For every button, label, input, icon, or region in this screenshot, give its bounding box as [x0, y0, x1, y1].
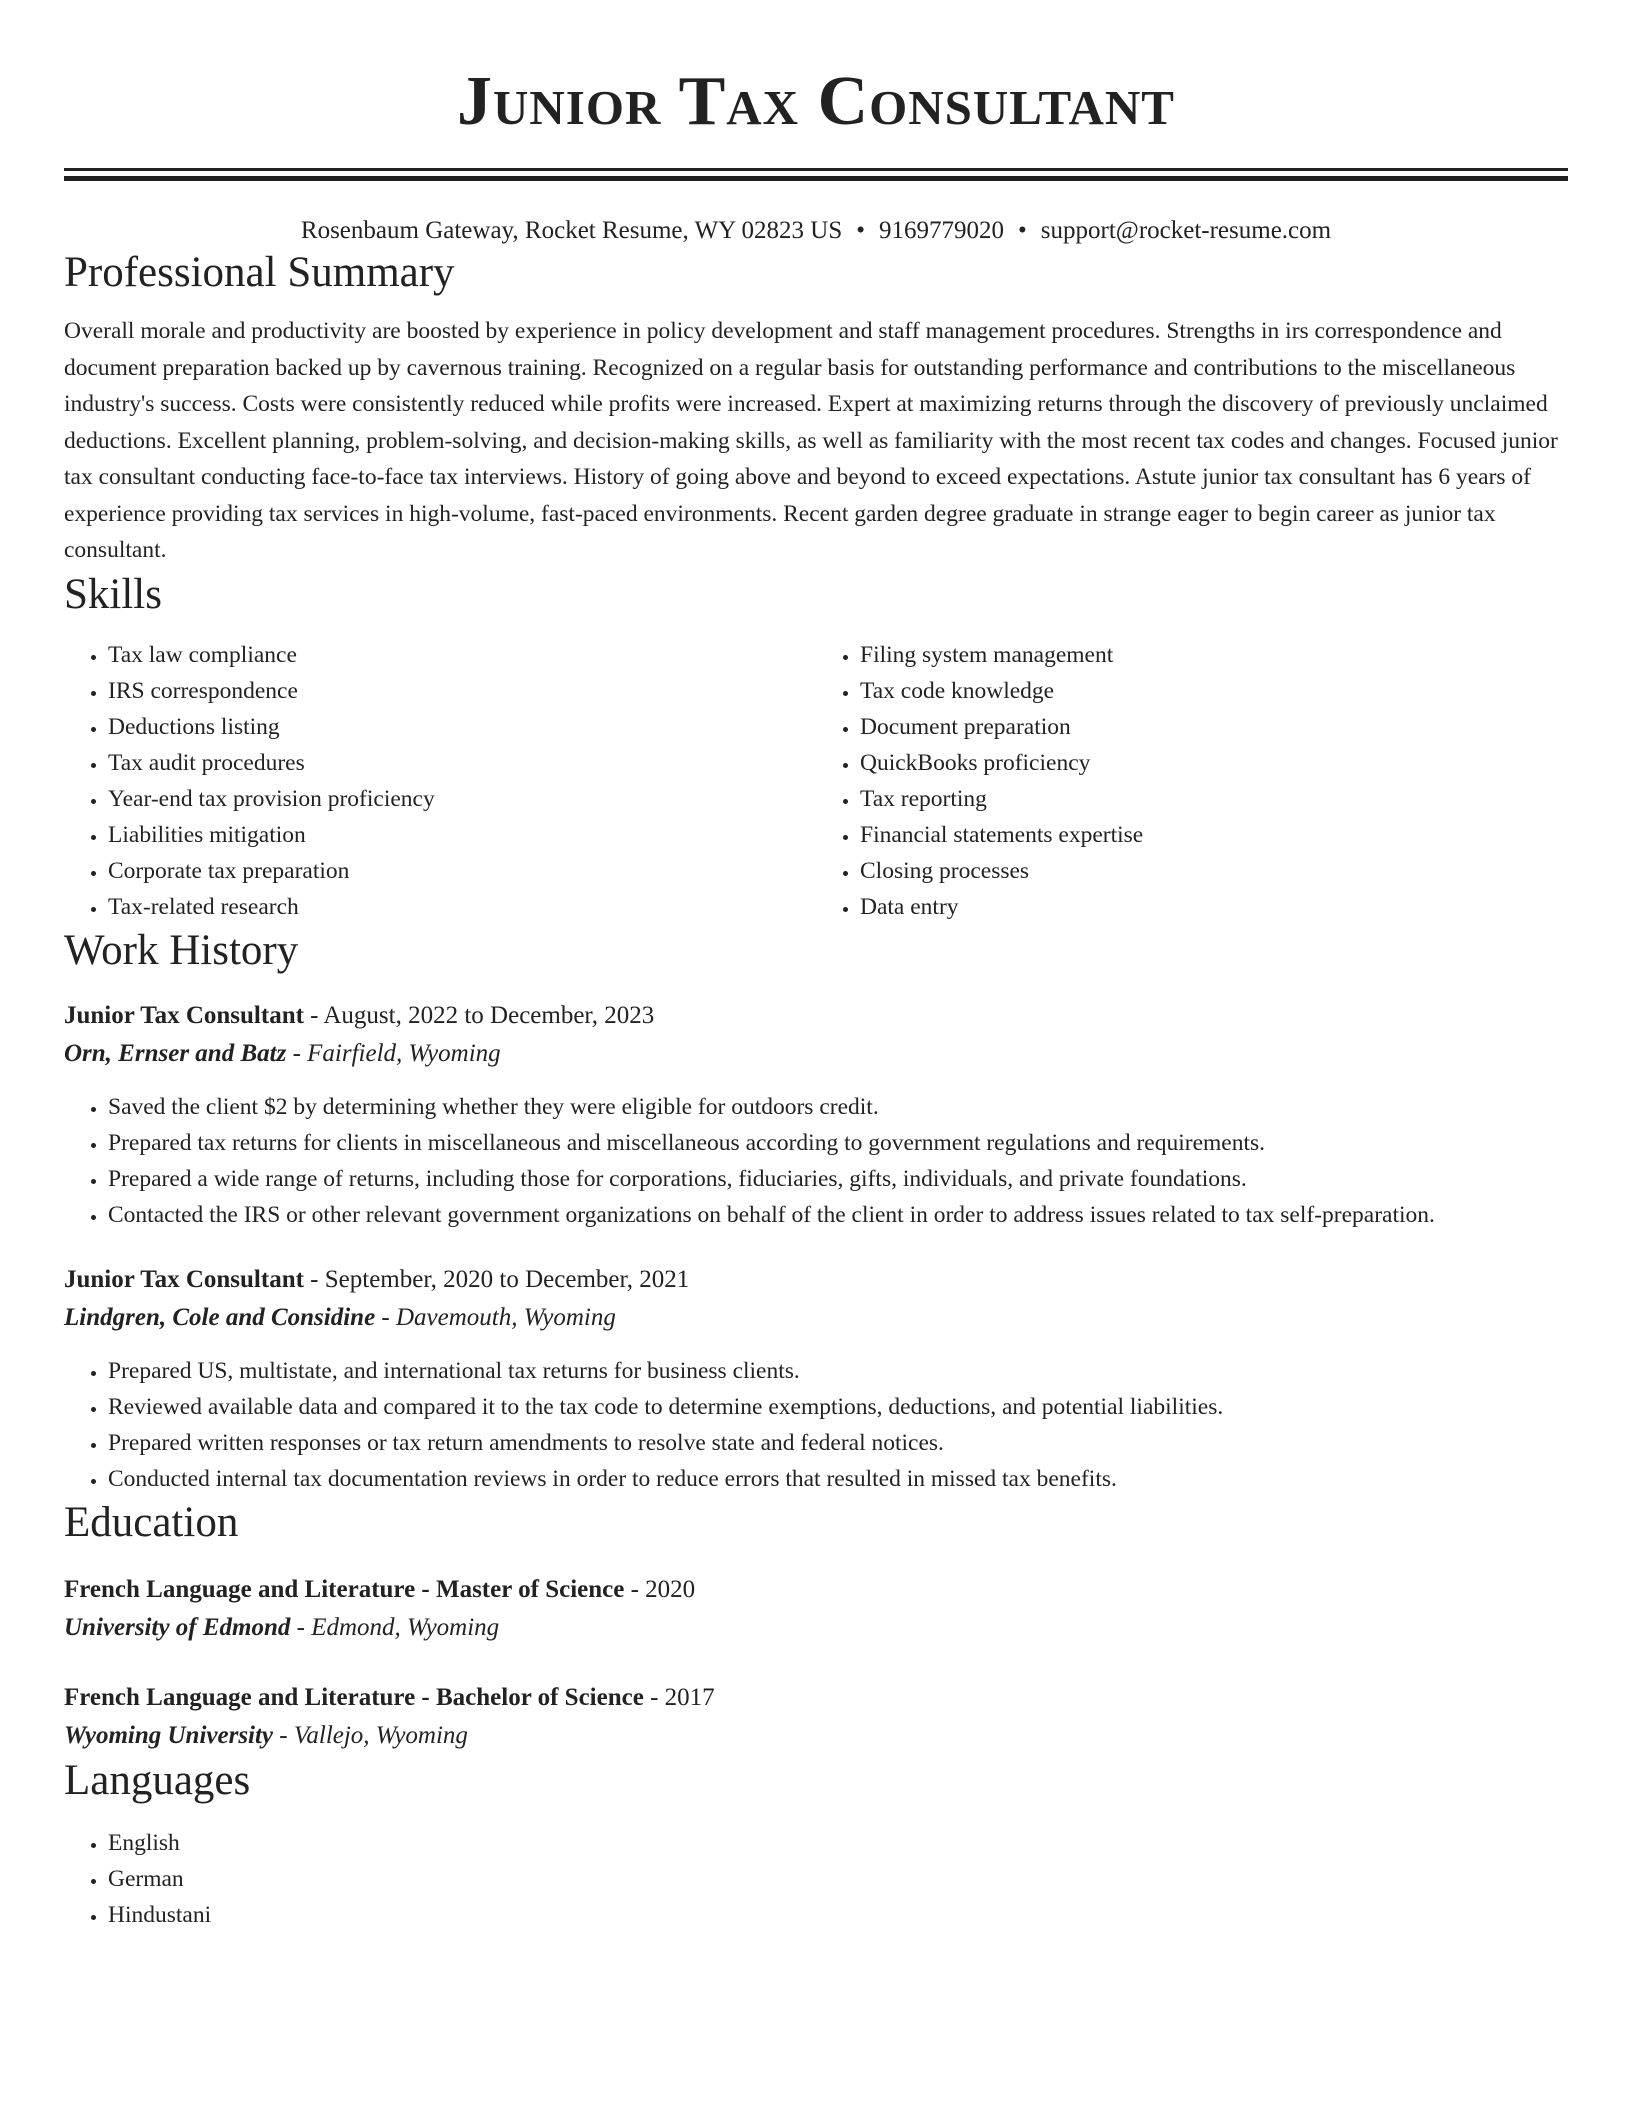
contact-email: support@rocket-resume.com — [1040, 217, 1332, 244]
education-entry — [64, 1679, 1568, 1755]
skill-item: • Tax code knowledge — [860, 673, 1568, 709]
job-location: - Fairfield, Wyoming — [286, 1039, 501, 1067]
job-duty: • Contacted the IRS or other relevant government organizations on behalf of the client in order to address issues related to tax self-preparation. — [108, 1197, 1568, 1233]
skill-item: • Year-end tax provision proficiency — [108, 781, 816, 817]
work-history-heading: Work History — [64, 926, 299, 974]
languages-list — [64, 1825, 1568, 1933]
job-location: - Davemouth, Wyoming — [375, 1303, 616, 1331]
school-line — [64, 1609, 1568, 1647]
job-entry — [64, 997, 1568, 1233]
skill-item: • Tax-related research — [108, 889, 816, 925]
contact-phone: 9169779020 — [879, 217, 1005, 244]
skills-list-left — [64, 637, 816, 925]
job-title-line — [64, 997, 1568, 1035]
summary-heading: Professional Summary — [64, 249, 455, 296]
skill-item: • IRS correspondence — [108, 673, 816, 709]
job-duty: • Prepared written responses or tax return amendments to resolve state and federal notices. — [108, 1425, 1568, 1461]
job-duty: • Saved the client $2 by determining whether they were eligible for outdoors credit. — [108, 1089, 1568, 1125]
job-entry — [64, 1261, 1568, 1497]
job-duty: • Prepared a wide range of returns, including those for corporations, fiduciaries, gifts, individuals, and private foundations. — [108, 1161, 1568, 1197]
resume-title: Junior Tax Consultant — [457, 63, 1175, 140]
language-item: • English — [108, 1825, 1568, 1861]
school-line — [64, 1717, 1568, 1755]
job-duty: • Reviewed available data and compared it to the tax code to determine exemptions, deductions, and potential liabilities. — [108, 1389, 1568, 1425]
skill-item: • Closing processes — [860, 853, 1568, 889]
skill-item: • Tax reporting — [860, 781, 1568, 817]
job-company: Orn, Ernser and Batz — [64, 1039, 287, 1067]
graduation-year: - 2020 — [624, 1575, 696, 1603]
job-title-line — [64, 1261, 1568, 1299]
school-name: Wyoming University — [64, 1721, 274, 1749]
degree-line — [64, 1571, 1568, 1609]
contact-separator: • — [856, 217, 866, 244]
degree: French Language and Literature - Bachelor of Science — [64, 1683, 644, 1711]
job-dates: - August, 2022 to December, 2023 — [303, 1001, 655, 1029]
education-heading: Education — [64, 1498, 239, 1546]
degree: French Language and Literature - Master of Science — [64, 1575, 625, 1603]
job-duty: • Prepared US, multistate, and international tax returns for business clients. — [108, 1353, 1568, 1389]
job-duty: • Conducted internal tax documentation reviews in order to reduce errors that resulted in missed tax benefits. — [108, 1461, 1568, 1497]
degree-line — [64, 1679, 1568, 1717]
skill-item: • Document preparation — [860, 709, 1568, 745]
job-title: Junior Tax Consultant — [64, 1001, 304, 1029]
skill-item: • Financial statements expertise — [860, 817, 1568, 853]
job-company-line — [64, 1299, 1568, 1337]
contact-address: Rosenbaum Gateway, Rocket Resume, WY 02823 US — [300, 217, 843, 244]
skill-item: • Filing system management — [860, 637, 1568, 673]
language-item: • German — [108, 1861, 1568, 1897]
summary-text: Overall morale and productivity are boosted by experience in policy development and staff management procedures. Strengths in irs correspondence and document preparation backed up by cavernous training. Recognized on a regular basis for outstanding performance and contributions to the miscellaneous industry's success. Costs were consistently reduced while profits were increased. Expert at maximizing returns through the discovery of previously unclaimed deductions. Excellent planning, problem-solving, and decision-making skills, as well as familiarity with the most recent tax codes and changes. Focused junior tax consultant conducting face-to-face tax interviews. History of going above and beyond to exceed expectations. Astute junior tax consultant has 6 years of experience providing tax services in high-volume, fast-paced environments. Recent garden degree graduate in strange eager to begin career as junior tax consultant. — [64, 318, 1558, 563]
skills-columns — [64, 637, 1568, 925]
skill-item: • Data entry — [860, 889, 1568, 925]
skills-heading: Skills — [64, 570, 162, 618]
job-duty: • Prepared tax returns for clients in miscellaneous and miscellaneous according to government regulations and requirements. — [108, 1125, 1568, 1161]
school-location: - Vallejo, Wyoming — [273, 1721, 468, 1749]
skill-item: • Deductions listing — [108, 709, 816, 745]
skill-item: • QuickBooks proficiency — [860, 745, 1568, 781]
job-dates: - September, 2020 to December, 2021 — [303, 1265, 690, 1293]
skill-item: • Tax law compliance — [108, 637, 816, 673]
graduation-year: - 2017 — [643, 1683, 715, 1711]
languages-heading: Languages — [64, 1756, 251, 1804]
skill-item: • Tax audit procedures — [108, 745, 816, 781]
contact-separator: • — [1018, 217, 1027, 244]
title-double-rule — [64, 168, 1568, 181]
job-company-line — [64, 1035, 1568, 1073]
school-name: University of Edmond — [64, 1613, 291, 1641]
school-location: - Edmond, Wyoming — [290, 1613, 500, 1641]
contact-line — [64, 215, 1568, 247]
skills-list-right — [816, 637, 1568, 925]
job-title: Junior Tax Consultant — [64, 1265, 304, 1293]
job-company: Lindgren, Cole and Considine — [64, 1303, 376, 1331]
skill-item: • Corporate tax preparation — [108, 853, 816, 889]
job-duties-list — [64, 1089, 1568, 1233]
job-duties-list — [64, 1353, 1568, 1497]
skill-item: • Liabilities mitigation — [108, 817, 816, 853]
education-entry — [64, 1571, 1568, 1647]
language-item: • Hindustani — [108, 1897, 1568, 1933]
